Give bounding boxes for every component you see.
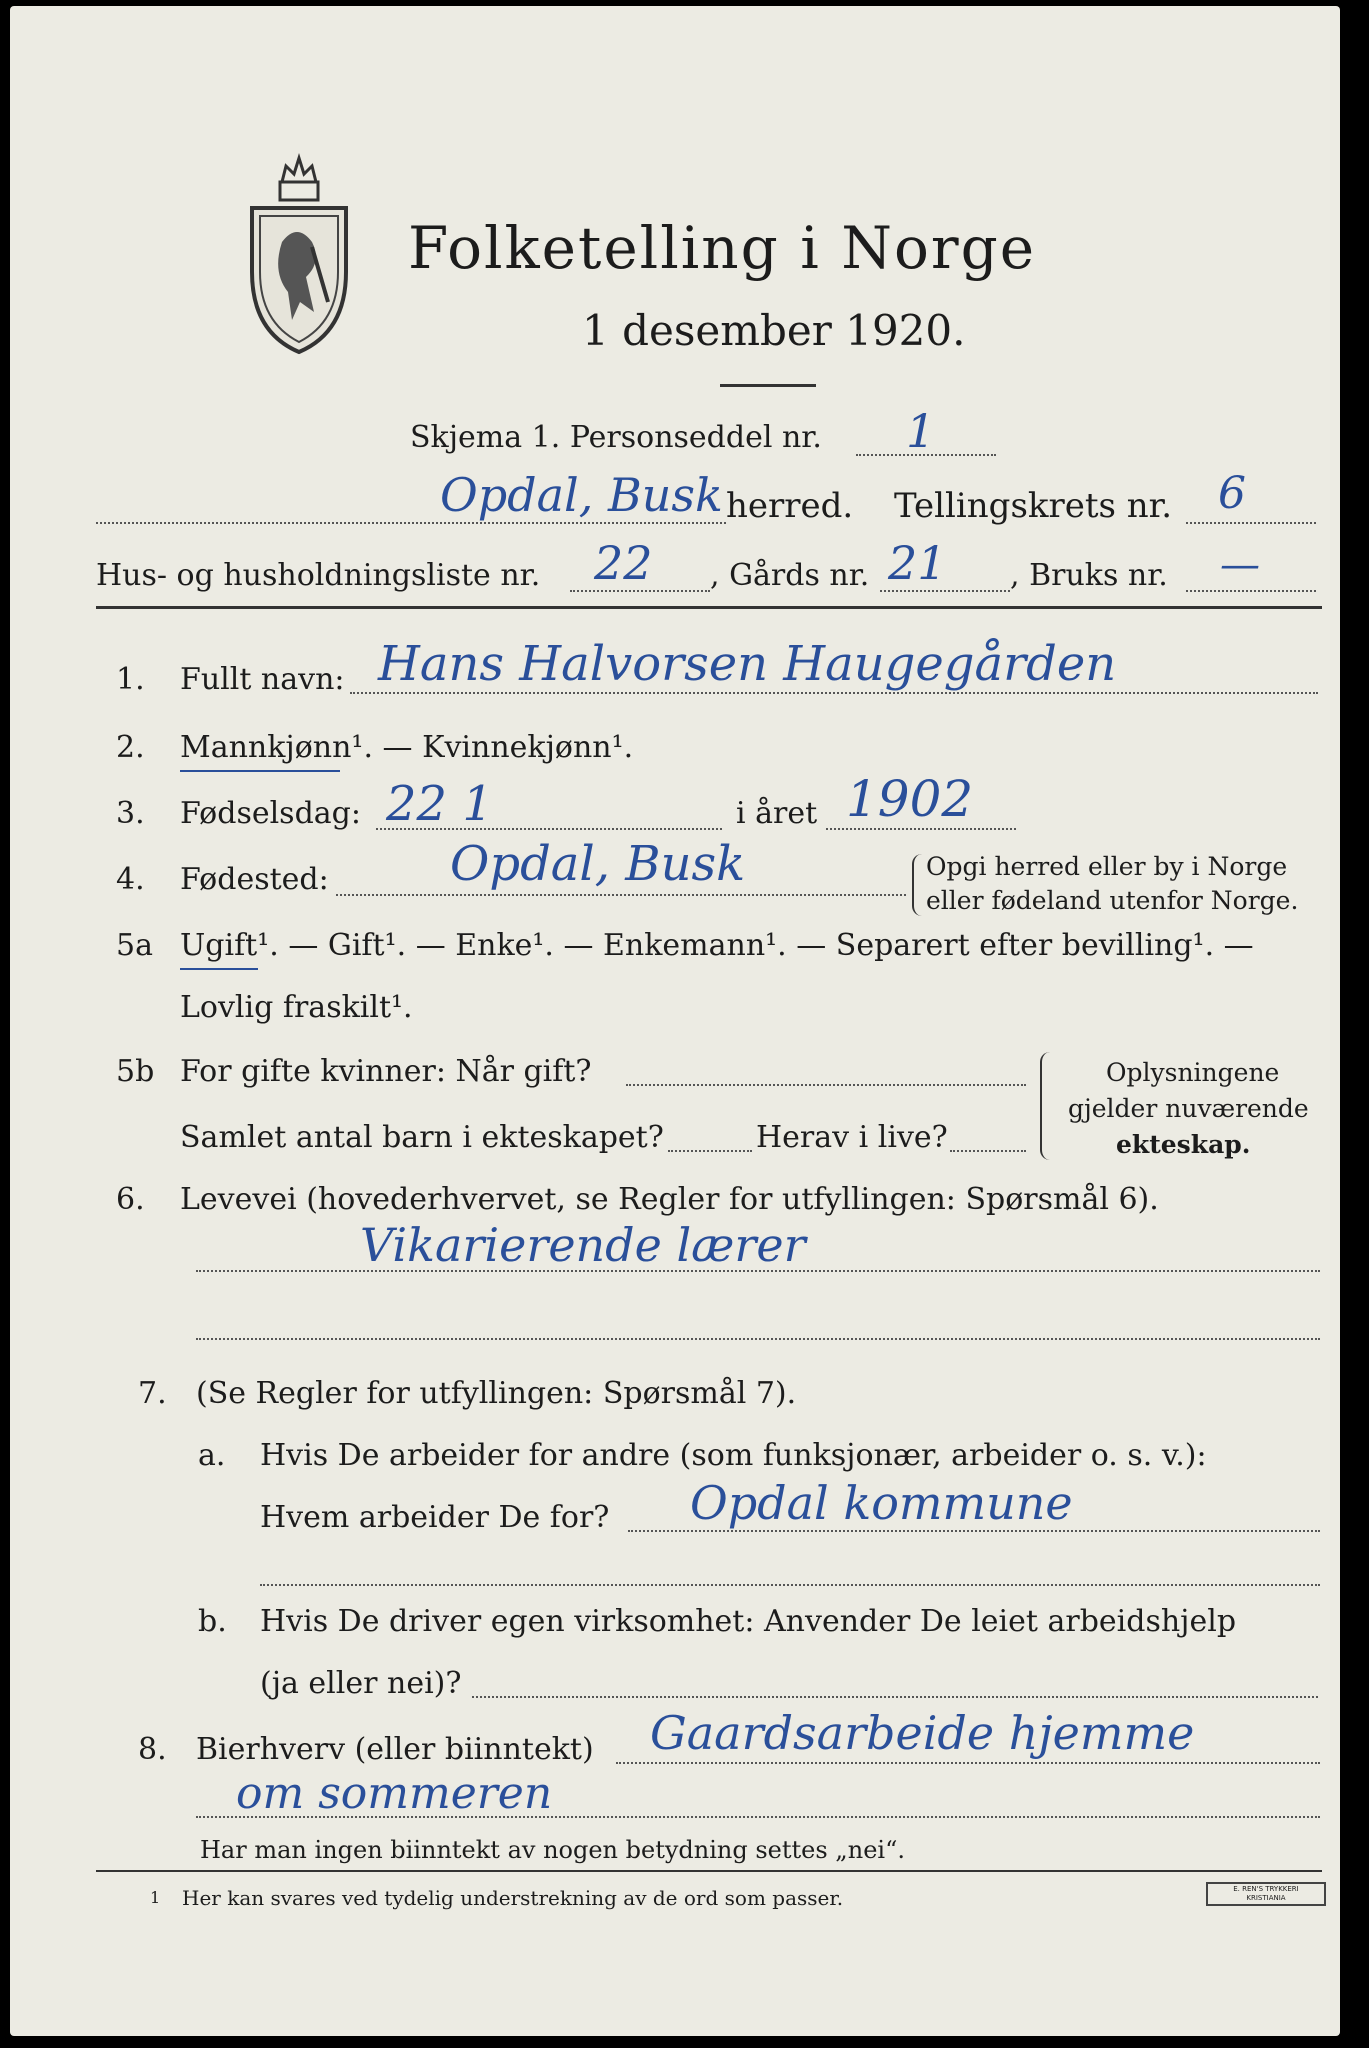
census-form [10,6,1340,2036]
q7b-line2: (ja eller nei)? [260,1666,462,1701]
q7b-line [472,1696,1318,1698]
gards-value: 21 [888,536,947,590]
q8-value2: om sommeren [236,1768,553,1819]
q4-note-line1: Opgi herred eller by i Norge [926,852,1288,881]
coat-of-arms-icon [242,152,356,358]
q5a-number: 5a [116,928,153,963]
biinntekt-note: Har man ingen biinntekt av nogen betydning settes „nei“. [200,1836,905,1864]
q5b-line2b: Herav i live? [756,1120,948,1155]
q4-brace [912,854,924,916]
q1-value: Hans Halvorsen Haugegården [378,636,1117,692]
herred-label: herred. [726,486,854,526]
q7a-line2: Hvem arbeider De for? [260,1500,610,1535]
q7a-line1: Hvis De arbeider for andre (som funksjonær, arbeider o. s. v.): [260,1438,1207,1473]
krets-label: Tellingskrets nr. [894,486,1173,526]
q2-label: Mannkjønn¹. — Kvinnekjønn¹. [180,730,634,765]
q1-number: 1. [116,662,145,697]
q4-number: 4. [116,862,145,897]
title-divider [720,384,816,387]
gards-label: , Gårds nr. [710,558,870,593]
q8-number: 8. [138,1732,167,1767]
q7-number: 7. [138,1376,167,1411]
q4-label: Fødested: [180,862,329,897]
q7b-line1: Hvis De driver egen virksomhet: Anvender De leiet arbeidshjelp [260,1604,1237,1639]
q5b-married-line [626,1084,1026,1086]
q3-year-line [826,828,1016,830]
bruks-value: — [1220,542,1260,588]
hus-line [570,590,710,592]
q3-label: Fødselsdag: [180,796,361,831]
hus-label: Hus- og husholdningsliste nr. [96,558,541,593]
q7a-letter: a. [198,1438,226,1473]
q6-number: 6. [116,1182,145,1217]
q6-line2 [196,1338,1320,1340]
q5b-line2a: Samlet antal barn i ekteskapet? [180,1120,664,1155]
q5a-line1: Ugift¹. — Gift¹. — Enke¹. — Enkemann¹. — Separert efter bevilling¹. — [180,928,1254,963]
q7a-line2 [260,1584,1320,1586]
q7a-value: Opdal kommune [690,1476,1073,1530]
q2-underline [180,770,340,772]
herred-line [96,522,726,524]
q1-label: Fullt navn: [180,662,345,697]
printer-stamp-line1: E. REN'S TRYKKERI [1233,1885,1299,1893]
printer-stamp-line2: KRISTIANIA [1246,1894,1286,1902]
schema-label: Skjema 1. Personseddel nr. [410,420,822,455]
header-divider [96,606,1322,609]
herred-value: Opdal, Busk [440,468,723,522]
form-title: Folketelling i Norge [408,214,1037,282]
q5b-children-line [668,1150,752,1152]
q7-label: (Se Regler for utfyllingen: Spørsmål 7). [196,1376,797,1411]
q5a-underline [180,968,258,970]
q3-year-label: i året [736,796,818,831]
q3-day: 22 1 [386,776,493,832]
q6-value: Vikarierende lærer [360,1218,806,1272]
q1-line [350,692,1318,694]
gards-line [880,590,1010,592]
footnote-text: Her kan svares ved tydelig understrekning av de ord som passer. [182,1886,844,1910]
q3-number: 3. [116,796,145,831]
q8-value1: Gaardsarbeide hjemme [650,1706,1195,1760]
krets-line [1186,522,1316,524]
q5b-note-line1: Oplysningene [1106,1058,1280,1087]
q5b-number: 5b [116,1054,155,1089]
hus-value: 22 [594,536,653,590]
q5b-note-line2: gjelder nuværende [1068,1094,1309,1123]
footnote-mark: 1 [150,1888,161,1907]
q5b-note-line3: ekteskap. [1116,1130,1251,1159]
q5b-line1: For gifte kvinner: Når gift? [180,1054,592,1089]
q7a-line [628,1530,1320,1532]
q8-line1 [616,1762,1320,1764]
q5a-line2: Lovlig fraskilt¹. [180,990,413,1025]
bruks-label: , Bruks nr. [1010,558,1168,593]
bruks-line [1186,590,1316,592]
census-date: 1 desember 1920. [582,306,966,355]
footer-divider [96,1870,1322,1872]
q4-line [336,894,906,896]
q8-label: Bierhverv (eller biinntekt) [196,1732,594,1767]
printer-stamp [1206,1882,1326,1906]
q3-year: 1902 [846,770,974,828]
schema-value: 1 [906,404,936,458]
q7b-letter: b. [198,1604,227,1639]
q5b-brace [1040,1052,1054,1160]
q4-note-line2: eller fødeland utenfor Norge. [926,886,1299,915]
q2-number: 2. [116,730,145,765]
q5b-alive-line [950,1150,1026,1152]
krets-value: 6 [1218,468,1246,519]
q6-label: Levevei (hovederhvervet, se Regler for utfyllingen: Spørsmål 6). [180,1182,1159,1217]
q4-value: Opdal, Busk [450,836,746,892]
